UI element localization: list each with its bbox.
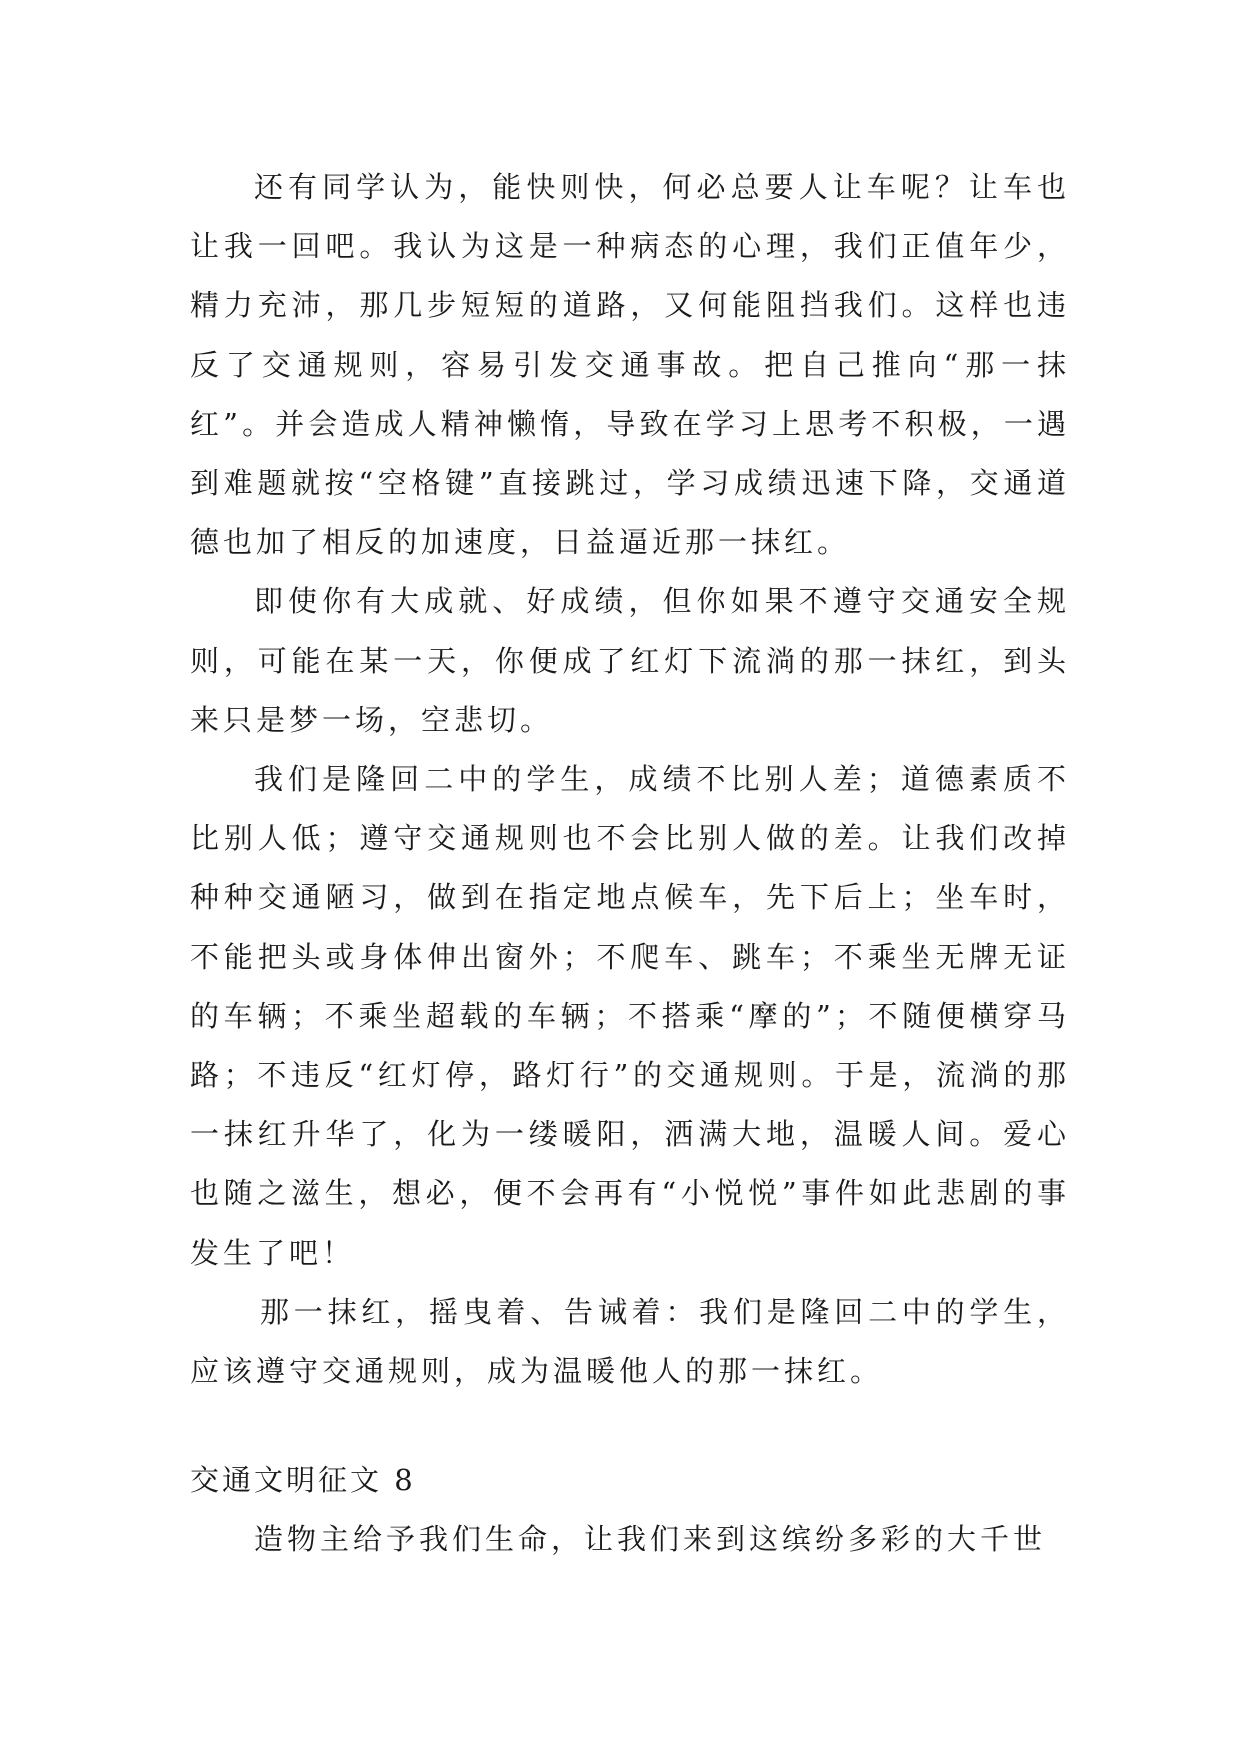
- paragraph-2: 即使你有大成就、好成绩，但你如果不遵守交通安全规则，可能在某一天，你便成了红灯下流淌的那一抹红，到头来只是梦一场，空悲切。: [190, 584, 1070, 737]
- document-body: [190, 158, 1070, 1570]
- section-heading: 交通文明征文 8: [190, 1463, 416, 1498]
- paragraph-1: 还有同学认为，能快则快，何必总要人让车呢？让车也让我一回吧。我认为这是一种病态的心理，我们正值年少，精力充沛，那几步短短的道路，又何能阻挡我们。这样也违反了交通规则，容易引发交通事故。把自己推向“那一抹红”。并会造成人精神懒惰，导致在学习上思考不积极，一遇到难题就按“空格键”直接跳过，学习成绩迅速下降，交通道德也加了相反的加速度，日益逼近那一抹红。: [190, 170, 1070, 560]
- paragraph-3: 我们是隆回二中的学生，成绩不比别人差；道德素质不比别人低；遵守交通规则也不会比别人做的差。让我们改掉种种交通陋习，做到在指定地点候车，先下后上；坐车时，不能把头或身体伸出窗外；不爬车、跳车；不乘坐无牌无证的车辆；不乘坐超载的车辆；不搭乘“摩的”；不随便横穿马路；不违反“红灯停，路灯行”的交通规则。于是，流淌的那一抹红升华了，化为一缕暖阳，洒满大地，温暖人间。爱心也随之滋生，想必，便不会再有“小悦悦”事件如此悲剧的事发生了吧！: [190, 762, 1070, 1270]
- paragraph-5: 造物主给予我们生命，让我们来到这缤纷多彩的大千世: [254, 1522, 1047, 1557]
- paragraph-4: 那一抹红，摇曳着、告诫着：我们是隆回二中的学生，应该遵守交通规则，成为温暖他人的那一抹红。: [190, 1294, 1070, 1389]
